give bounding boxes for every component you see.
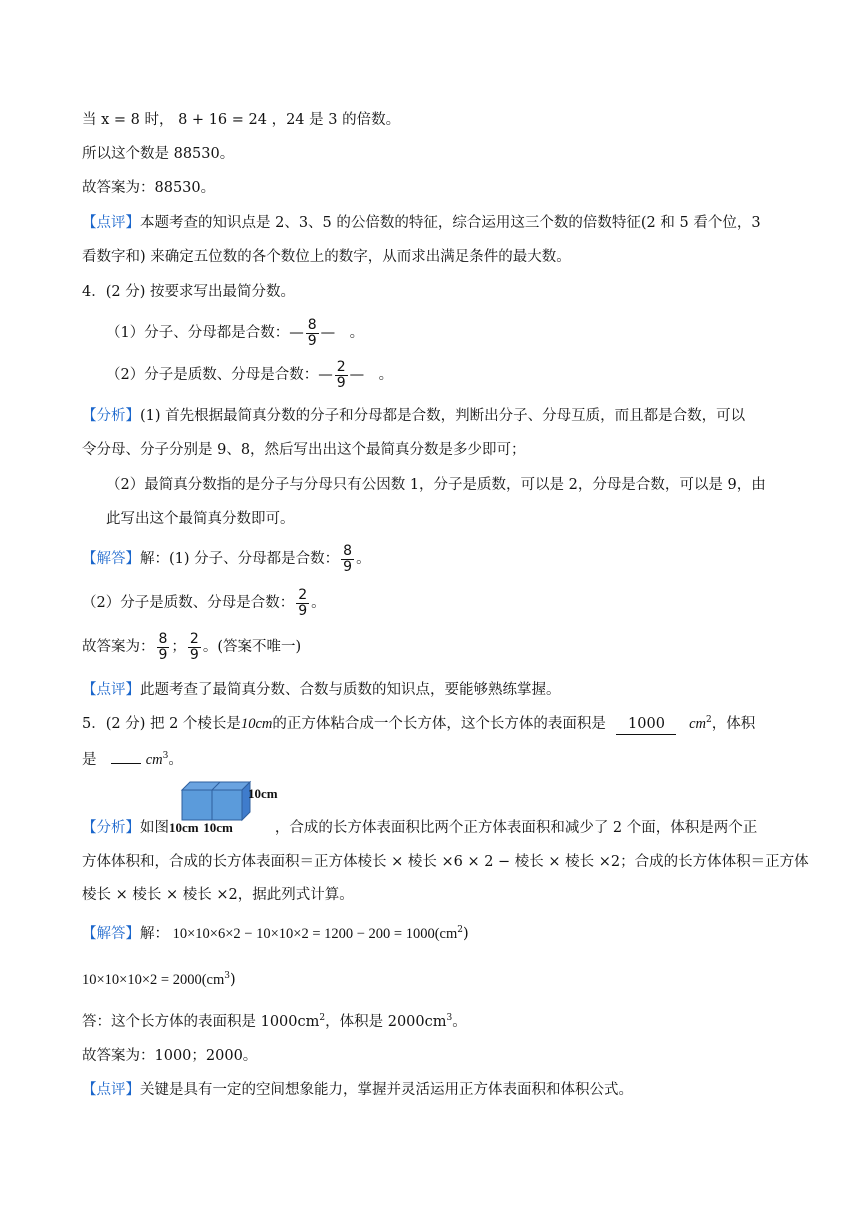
review-tag: 【点评】 — [82, 682, 140, 698]
fraction — [341, 544, 354, 575]
numerator: 8 — [307, 316, 317, 333]
answer-text: 答：这个长方体的表面积是 1000cm — [82, 1014, 320, 1030]
stem-text: 的正方体粘合成一个长方体，这个长方体的表面积是 — [272, 716, 606, 732]
q4-part-2-label: （2）分子是质数、分母是合数： — [106, 367, 319, 383]
solve-text: 解： 10×10×6×2 − 10×10×2 = 1200 − 200 = 1000(cm — [140, 926, 458, 942]
answer-blank-volume — [111, 763, 141, 764]
review-tag: 【点评】 — [82, 1082, 140, 1098]
text-line: 故答案为：88530。 — [82, 180, 216, 196]
period: 。 — [349, 325, 365, 341]
period: 。 — [356, 551, 371, 567]
period: 。 — [311, 595, 326, 611]
analysis-text: ，合成的长方体表面积比两个正方体表面积和减少了 2 个面，体积是两个正 — [274, 820, 758, 836]
figure-label-height: 10cm — [248, 786, 278, 801]
numerator: 2 — [298, 586, 308, 603]
denominator: 9 — [298, 602, 308, 619]
denominator: 9 — [343, 558, 353, 575]
denominator: 9 — [336, 374, 346, 391]
q4-part-1-label: （1）分子、分母都是合数： — [106, 325, 290, 341]
answer-blank: — $\frac{8}{9}$ — — [289, 316, 336, 349]
answer-blank: — $\frac{2}{9}$ — — [318, 358, 365, 391]
review-line — [82, 1080, 633, 1100]
stem-text: 5．(2 分) 把 2 个棱长是 — [82, 716, 241, 732]
numerator: 8 — [158, 630, 168, 647]
fraction — [188, 632, 201, 663]
review-text: 本题考查的知识点是 2、3、5 的公倍数的特征，综合运用这三个数的倍数特征(2 和 5 看个位，3 — [140, 215, 761, 231]
answer-line: 答：这个长方体的表面积是 $1000cm^2$，体积是 $2000cm^3$。 — [82, 1013, 467, 1030]
stem-text: ，体积 — [711, 716, 756, 732]
q4-part-2 — [106, 358, 393, 392]
figure-label-width-2: 10cm — [203, 820, 233, 835]
unit-volume: cm — [145, 752, 163, 768]
q4-part-1 — [106, 316, 364, 350]
solve-text: （2）分子是质数、分母是合数： — [82, 595, 295, 611]
solve-line: $10\times 10\times 10\times 2 = 2000(cm^3)$ — [82, 971, 236, 988]
text-line: 故答案为：1000；2000。 — [82, 1048, 258, 1064]
analysis-tag: 【分析】 — [82, 408, 140, 424]
solve-text: 10×10×10×2 = 2000(cm — [82, 972, 225, 988]
analysis-text: (1) 首先根据最简真分数的分子和分母都是合数，判断出分子、分母互质，而且都是合数，可以 — [140, 408, 746, 424]
text-line: （2）最简真分数指的是分子与分母只有公因数 1，分子是质数，可以是 2，分母是合数，可以是 9，由 — [106, 477, 766, 493]
answer-blank-area: 1000 — [616, 714, 676, 735]
numerator: 2 — [189, 630, 199, 647]
analysis-line — [82, 406, 745, 426]
text-line: 看数字和) 来确定五位数的各个数位上的数字，从而求出满足条件的最大数。 — [82, 249, 571, 265]
solve-line — [82, 586, 326, 620]
analysis-line — [82, 818, 757, 838]
text-line: 此写出这个最简真分数即可。 — [106, 511, 295, 527]
denominator: 9 — [307, 332, 317, 349]
final-prefix: 故答案为： — [82, 639, 155, 655]
denominator: 9 — [189, 646, 199, 663]
analysis-tag: 【分析】 — [82, 820, 140, 836]
unit-area: cm — [689, 716, 706, 732]
question-5-stem: 5．(2 分) 把 2 个棱长是10cm的正方体粘合成一个长方体，这个长方体的表面积是 1000 $cm^2$，体积 — [82, 714, 755, 735]
final-answer-line — [82, 630, 301, 664]
analysis-text: 如图 — [140, 820, 169, 836]
solve-tag: 【解答】 — [82, 926, 140, 942]
review-line — [82, 680, 561, 700]
period: 。 — [452, 1014, 467, 1030]
text-line: 当 x = 8 时， 8 + 16 = 24 ，24 是 3 的倍数。 — [82, 112, 401, 128]
question-4-stem: 4．(2 分) 按要求写出最简分数。 — [82, 284, 295, 300]
separator: ； — [171, 639, 186, 655]
review-tag: 【点评】 — [82, 215, 140, 231]
stem-text: 是 — [82, 752, 97, 768]
edge-length: 10cm — [240, 716, 273, 732]
fraction — [296, 588, 309, 619]
text-line: 棱长 × 棱长 × 棱长 ×2，据此列式计算。 — [82, 887, 354, 903]
cube-left — [182, 790, 212, 820]
fraction — [306, 318, 319, 349]
period: 。 — [378, 367, 394, 383]
question-5-stem-cont: 是 $cm^3$。 — [82, 751, 183, 768]
final-note: 。(答案不唯一) — [202, 639, 302, 655]
solve-line — [82, 542, 371, 576]
fraction — [157, 632, 170, 663]
cube-right — [212, 790, 242, 820]
review-line — [82, 213, 761, 233]
numerator: 8 — [343, 542, 353, 559]
denominator: 9 — [158, 646, 168, 663]
review-text: 关键是具有一定的空间想象能力，掌握并灵活运用正方体表面积和体积公式。 — [140, 1082, 633, 1098]
text-line: 方体体积和，合成的长方体表面积＝正方体棱长 × 棱长 ×6 × 2 − 棱长 × 棱长 ×2；合成的长方体体积＝正方体 — [82, 854, 809, 870]
solve-text: 解：(1) 分子、分母都是合数： — [140, 551, 340, 567]
solve-tag: 【解答】 — [82, 551, 140, 567]
review-text: 此题考查了最简真分数、合数与质数的知识点，要能够熟练掌握。 — [140, 682, 561, 698]
figure-label-width-1: 10cm — [169, 820, 199, 835]
answer-text: ，体积是 2000cm — [325, 1014, 447, 1030]
numerator: 2 — [336, 358, 346, 375]
fraction — [335, 360, 348, 391]
text-line: 令分母、分子分别是 9、8，然后写出出这个最简真分数是多少即可； — [82, 442, 526, 458]
solve-line: 【解答】解： $10\times 10\times 6\times 2 - 10\times 10\times 2 = 1200 - 200 = 1000(cm^2)$ — [82, 925, 469, 942]
text-line: 所以这个数是 88530。 — [82, 146, 235, 162]
